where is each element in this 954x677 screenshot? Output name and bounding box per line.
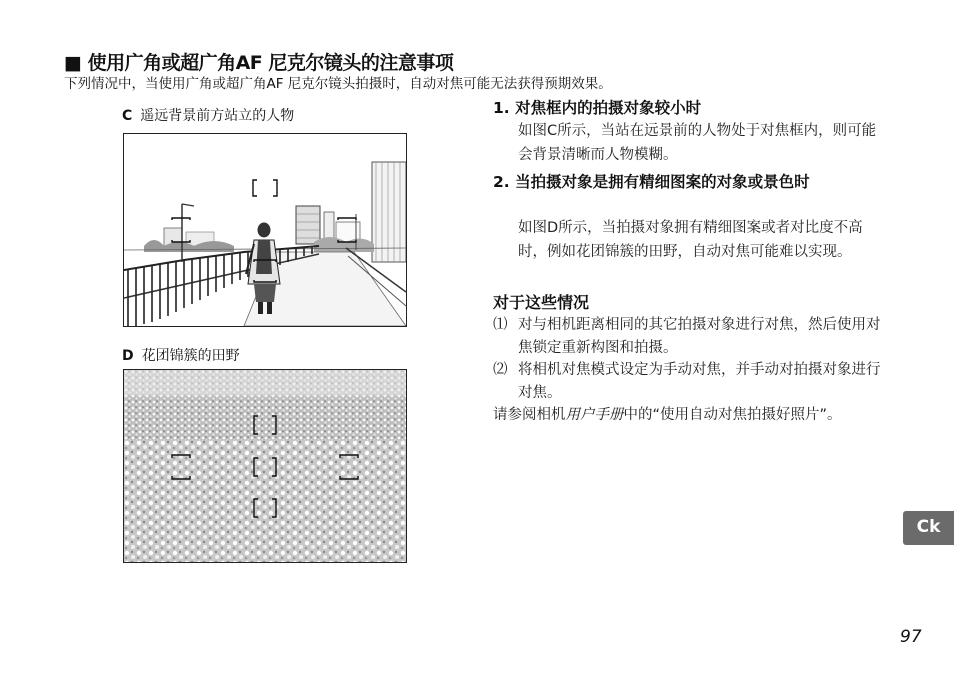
figure-d-label xyxy=(122,345,240,365)
figure-d-photo xyxy=(123,369,407,563)
tip-1-text: 对与相机距离相同的其它拍摄对象进行对焦，然后使用对焦锁定重新构图和拍摄。 xyxy=(518,317,881,356)
intro-text: 下列情况中，当使用广角或超广角AF 尼克尔镜头拍摄时，自动对焦可能无法获得预期效果。 xyxy=(64,76,612,92)
bridge-person-illustration xyxy=(124,134,406,326)
user-manual-title: 用户手册 xyxy=(565,407,624,423)
figure-c-letter: C xyxy=(122,108,133,124)
reference-suffix: 中的“使用自动对焦拍摄好照片”。 xyxy=(623,407,842,423)
flower-field-illustration xyxy=(124,370,406,562)
item-1-body: 如图C所示，当站在远景前的人物处于对焦框内，则可能会背景清晰而人物模糊。 xyxy=(518,123,877,163)
page-number: 97 xyxy=(900,627,922,647)
figure-d-letter: D xyxy=(122,348,134,364)
figure-c-label xyxy=(122,105,294,125)
item-2-body: 如图D所示，当拍摄对象拥有精细图案或者对比度不高时，例如花团锦簇的田野，自动对焦可能难以实现。 xyxy=(518,220,863,260)
tip-1 xyxy=(493,314,893,360)
manual-reference xyxy=(493,404,893,427)
language-tab: Ck xyxy=(903,511,954,545)
tip-2-text: 将相机对焦模式设定为手动对焦，并手动对拍摄对象进行对焦。 xyxy=(518,362,881,401)
section-heading: ■ 使用广角或超广角AF 尼克尔镜头的注意事项 xyxy=(64,52,454,74)
reference-prefix: 请参阅相机 xyxy=(493,407,566,423)
figure-d-caption: 花团锦簇的田野 xyxy=(141,348,240,364)
figure-c-caption: 遥远背景前方站立的人物 xyxy=(140,108,295,124)
item-2-title: 2. 当拍摄对象是拥有精细图案的对象或景色时 xyxy=(493,173,810,191)
tip-1-number: ⑴ xyxy=(493,317,508,333)
tips-title: 对于这些情况 xyxy=(493,293,590,312)
tip-2-number: ⑵ xyxy=(493,362,508,378)
figure-c-photo xyxy=(123,133,407,327)
tip-2 xyxy=(493,359,893,405)
item-1-title: 1. 对焦框内的拍摄对象较小时 xyxy=(493,99,702,117)
